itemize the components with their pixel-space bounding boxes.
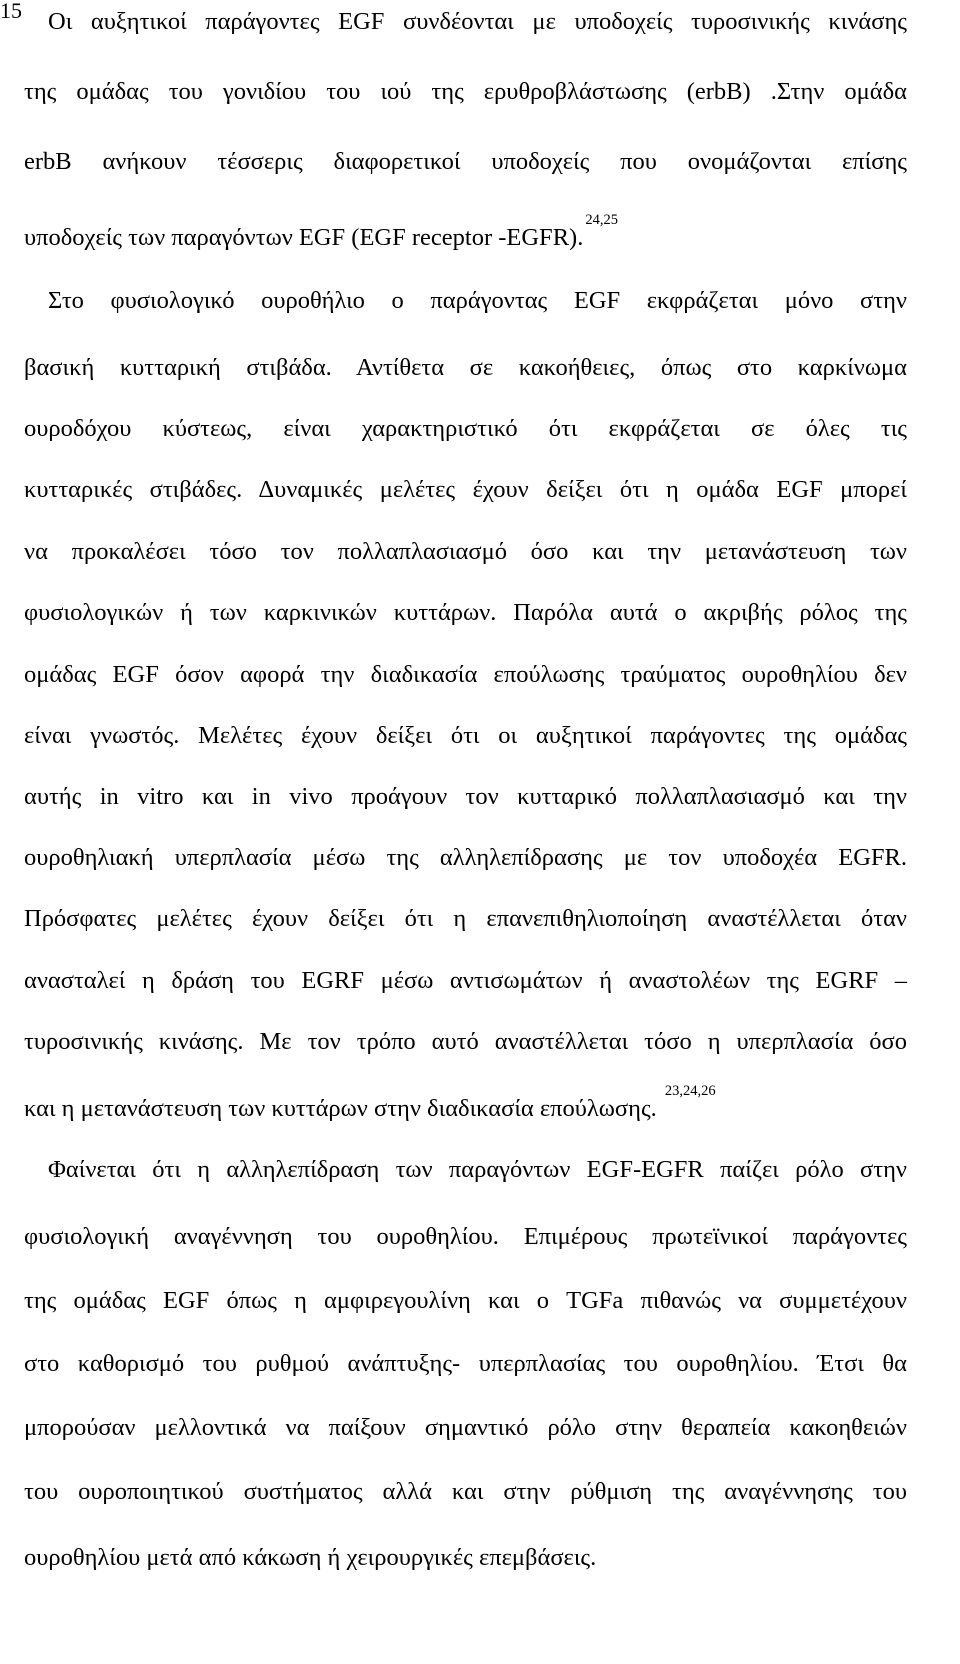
- paragraph-2-line-9: αυτής in vitro και in vivo προάγουν τον κυτταρικό πολλαπλασιασμό και την: [24, 783, 907, 810]
- paragraph-1-line-4-text: υποδοχείς των παραγόντων EGF (EGF receptor -EGFR).: [24, 224, 584, 252]
- paragraph-2-line-14-text: και η μετανάστευση των κυττάρων στην διαδικασία επούλωσης.: [24, 1095, 657, 1123]
- paragraph-2-line-11: Πρόσφατες μελέτες έχουν δείξει ότι η επανεπιθηλιοποίηση αναστέλλεται όταν: [24, 905, 907, 932]
- paragraph-1-line-3: erbB ανήκουν τέσσερις διαφορετικοί υποδοχείς που ονομάζονται επίσης: [24, 148, 907, 175]
- paragraph-2-line-4: κυτταρικές στιβάδες. Δυναμικές μελέτες έχουν δείξει ότι η ομάδα EGF μπορεί: [24, 476, 907, 503]
- paragraph-3-line-3: της ομάδας EGF όπως η αμφιρεγουλίνη και ο TGFa πιθανώς να συμμετέχουν: [24, 1287, 907, 1314]
- paragraph-2-line-7: ομάδας EGF όσον αφορά την διαδικασία επούλωσης τραύματος ουροθηλίου δεν: [24, 661, 907, 688]
- paragraph-1-line-1: Οι αυξητικοί παράγοντες EGF συνδέονται με υποδοχείς τυροσινικής κινάσης: [48, 8, 907, 35]
- paragraph-3-line-6: του ουροποιητικού συστήματος αλλά και στην ρύθμιση της αναγέννησης του: [24, 1478, 907, 1505]
- citation-ref: 23,24,26: [664, 1083, 716, 1099]
- paragraph-2-line-2: βασική κυτταρική στιβάδα. Αντίθετα σε κακοήθειες, όπως στο καρκίνωμα: [24, 354, 907, 381]
- paragraph-2-line-6: φυσιολογικών ή των καρκινικών κυττάρων. Παρόλα αυτά ο ακριβής ρόλος της: [24, 599, 907, 626]
- paragraph-2-line-13: τυροσινικής κινάσης. Με τον τρόπο αυτό αναστέλλεται τόσο η υπερπλασία όσο: [24, 1028, 907, 1055]
- paragraph-3-line-1: Φαίνεται ότι η αλληλεπίδραση των παραγόντων EGF-EGFR παίζει ρόλο στην: [48, 1156, 907, 1183]
- paragraph-2-line-1: Στο φυσιολογικό ουροθήλιο ο παράγοντας EGF εκφράζεται μόνο στην: [48, 287, 907, 314]
- paragraph-2-line-12: ανασταλεί η δράση του EGRF μέσω αντισωμάτων ή αναστολέων της EGRF –: [24, 967, 907, 994]
- paragraph-1-line-4: [24, 214, 907, 250]
- paragraph-1-line-2: της ομάδας του γονιδίου του ιού της ερυθροβλάστωσης (erbB) .Στην ομάδα: [24, 78, 907, 105]
- paragraph-3-line-5: μπορούσαν μελλοντικά να παίξουν σημαντικό ρόλο στην θεραπεία κακοηθειών: [24, 1414, 907, 1441]
- page-number: 15: [0, 0, 22, 23]
- paragraph-2-line-14: [24, 1085, 907, 1121]
- paragraph-2-line-3: ουροδόχου κύστεως, είναι χαρακτηριστικό ότι εκφράζεται σε όλες τις: [24, 415, 907, 442]
- paragraph-2-line-10: ουροθηλιακή υπερπλασία μέσω της αλληλεπίδρασης με τον υποδοχέα EGFR.: [24, 844, 907, 871]
- paragraph-3-line-4: στο καθορισμό του ρυθμού ανάπτυξης- υπερπλασίας του ουροθηλίου. Έτσι θα: [24, 1350, 907, 1377]
- citation-ref: 24,25: [585, 212, 618, 228]
- paragraph-2-line-8: είναι γνωστός. Μελέτες έχουν δείξει ότι οι αυξητικοί παράγοντες της ομάδας: [24, 722, 907, 749]
- paragraph-3-line-2: φυσιολογική αναγέννηση του ουροθηλίου. Επιμέρους πρωτεϊνικοί παράγοντες: [24, 1223, 907, 1250]
- paragraph-2-line-5: να προκαλέσει τόσο τον πολλαπλασιασμό όσο και την μετανάστευση των: [24, 538, 907, 565]
- paragraph-3-line-7: ουροθηλίου μετά από κάκωση ή χειρουργικές επεμβάσεις.: [24, 1544, 597, 1571]
